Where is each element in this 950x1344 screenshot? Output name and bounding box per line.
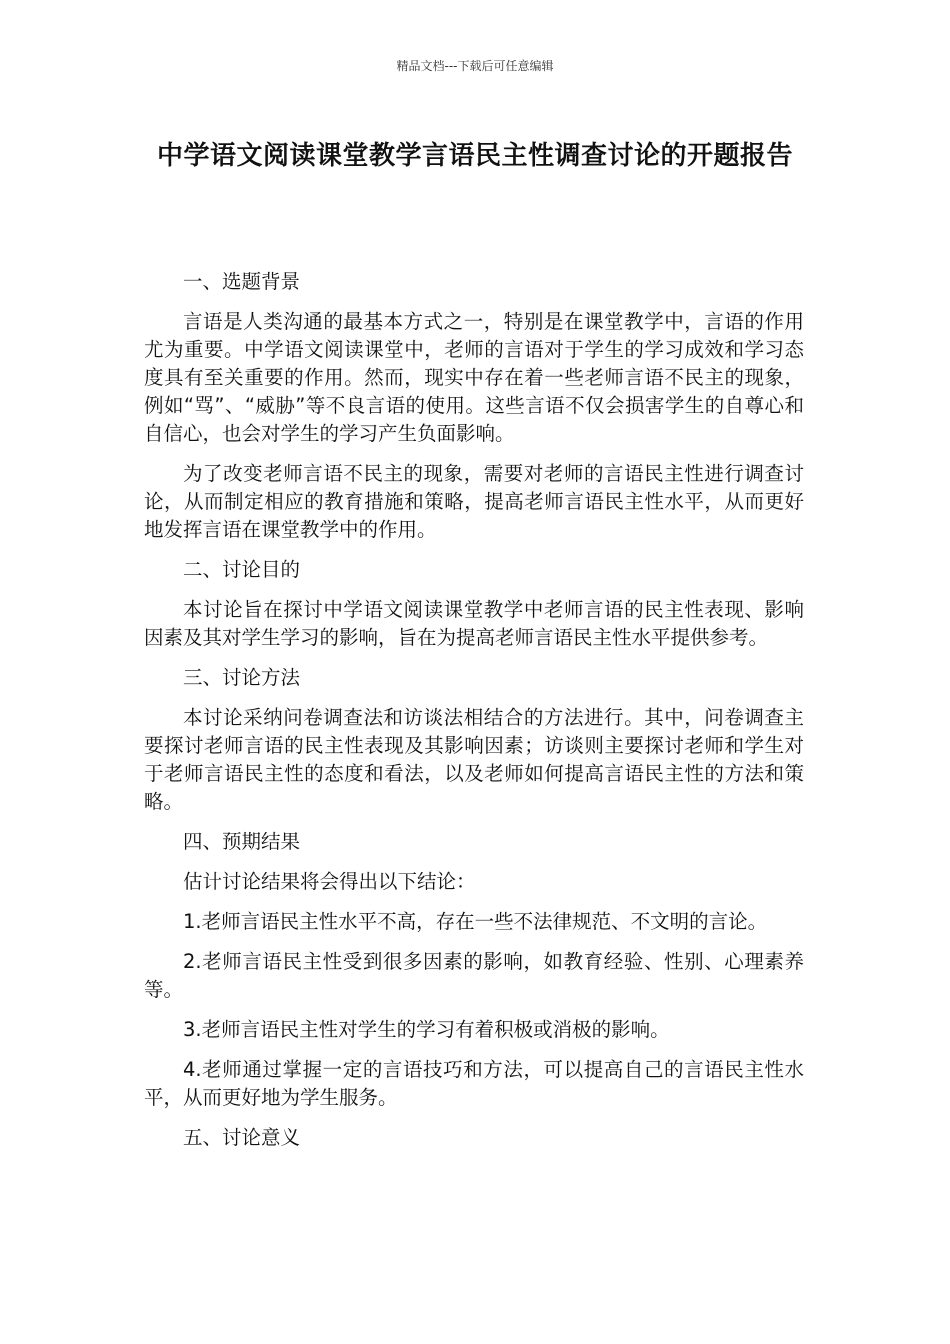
page-header-note: 精品文档---下载后可任意编辑 [396,59,554,73]
paragraph: 估计讨论结果将会得出以下结论： [183,870,476,893]
list-item: 2.老师言语民主性受到很多因素的影响，如教育经验、性别、心理素养等。 [144,950,804,1001]
list-item: 1.老师言语民主性水平不高，存在一些不法律规范、不文明的言论。 [183,910,768,933]
section-heading-significance: 五、讨论意义 [183,1126,301,1149]
paragraph: 言语是人类沟通的最基本方式之一，特别是在课堂教学中，言语的作用尤为重要。中学语文阅读课堂中，老师的言语对于学生的学习成效和学习态度具有至关重要的作用。然而，现实中存在着一些老师言语不民主的现象，例如“骂”、“威胁”等不良言语的使用。这些言语不仅会损害学生的自尊心和自信心，也会对学生的学习产生负面影响。 [144,310,804,445]
section-heading-background: 一、选题背景 [183,270,301,293]
document-title: 中学语文阅读课堂教学言语民主性调查讨论的开题报告 [156,141,793,171]
document-body [144,268,804,1164]
list-item: 4.老师通过掌握一定的言语技巧和方法，可以提高自己的言语民主性水平，从而更好地为学生服务。 [144,1058,804,1109]
section-heading-expected-results: 四、预期结果 [183,830,301,853]
list-item: 3.老师言语民主性对学生的学习有着积极或消极的影响。 [183,1018,670,1041]
section-heading-purpose: 二、讨论目的 [183,558,301,581]
paragraph: 本讨论采纳问卷调查法和访谈法相结合的方法进行。其中，问卷调查主要探讨老师言语的民主性表现及其影响因素；访谈则主要探讨老师和学生对于老师言语民主性的态度和看法，以及老师如何提高言语民主性的方法和策略。 [144,706,804,813]
paragraph: 本讨论旨在探讨中学语文阅读课堂教学中老师言语的民主性表现、影响因素及其对学生学习的影响，旨在为提高老师言语民主性水平提供参考。 [144,598,804,649]
section-heading-method: 三、讨论方法 [183,666,301,689]
paragraph: 为了改变老师言语不民主的现象，需要对老师的言语民主性进行调查讨论，从而制定相应的教育措施和策略，提高老师言语民主性水平，从而更好地发挥言语在课堂教学中的作用。 [144,462,804,541]
